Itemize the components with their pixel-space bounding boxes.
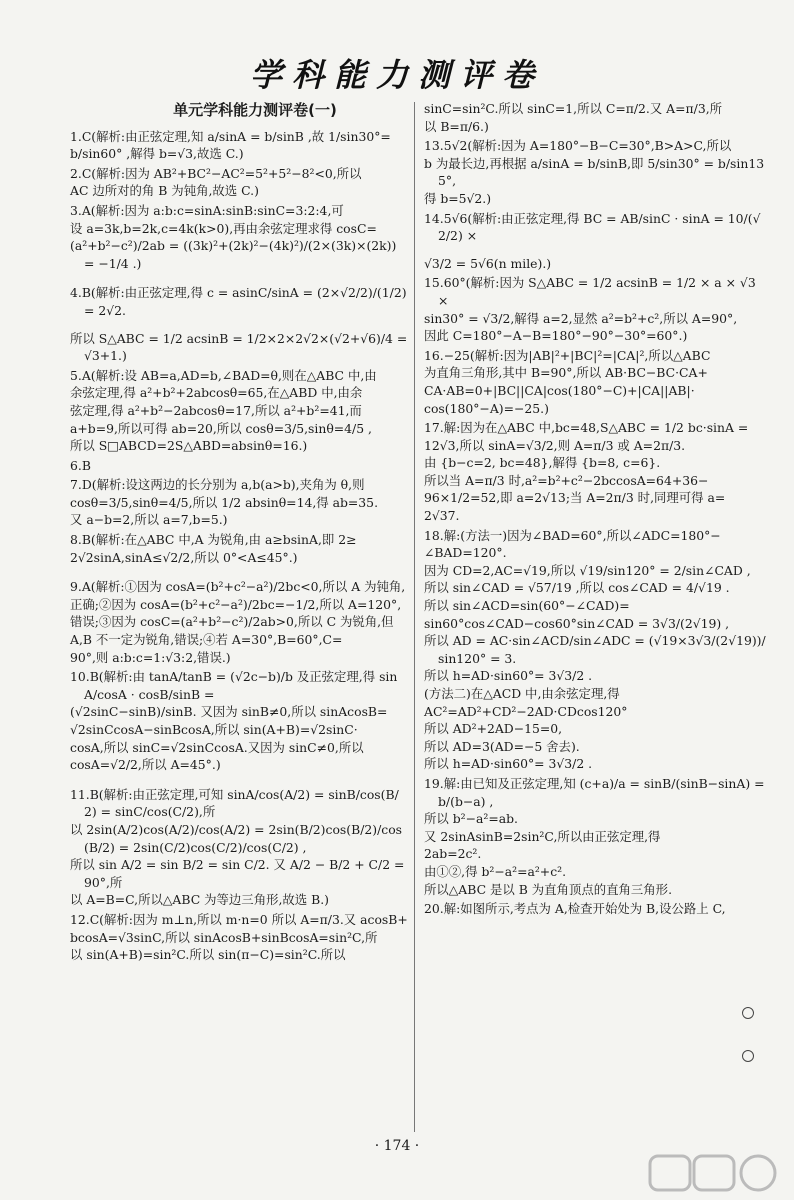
answer-line: sin30° = √3/2,解得 a=2,显然 a²=b²+c²,所以 A=90°, xyxy=(424,310,738,326)
answer-line: 由 {b−c=2, bc=48},解得 {b=8, c=6}. xyxy=(424,455,661,471)
answer-line: a+b=9,所以可得 ab=20,所以 cosθ=3/5,sinθ=4/5 , xyxy=(70,420,372,436)
answer-line: 所以△ABC 是以 B 为直角顶点的直角三角形. xyxy=(424,881,673,897)
answer-line: A,B 不一定为锐角,错误;④若 A=30°,B=60°,C= xyxy=(70,632,343,648)
answer-line: 2√37. xyxy=(424,508,460,524)
answer-line: 20.解:如图所示,考点为 A,检查开始处为 B,设公路上 C, xyxy=(424,901,726,917)
answer-item xyxy=(70,457,410,475)
circle-two-mark xyxy=(742,1050,754,1062)
answer-line: 8.B(解析:在△ABC 中,A 为锐角,由 a≥bsinA,即 2≥ xyxy=(70,532,357,548)
answer-item xyxy=(424,347,769,417)
answer-line: 为直角三角形,其中 B=90°,所以 AB·BC−BC·CA+ xyxy=(424,365,708,381)
answer-line: sin60°cos∠CAD−cos60°sin∠CAD = 3√3/(2√19) , xyxy=(424,615,730,631)
answer-line: 2√2sinA,sinA≤√2/2,所以 0°<A≤45°.) xyxy=(70,549,298,565)
answer-item xyxy=(70,128,410,163)
line-spacer xyxy=(84,274,410,284)
answer-line: sinC=sin²C.所以 sinC=1,所以 C=π/2.又 A=π/3,所 xyxy=(424,101,723,116)
answer-line: 所以 sin∠ACD=sin(60°−∠CAD)= xyxy=(424,598,630,614)
answer-line: 19.解:由已知及正弦定理,知 (c+a)/a = sinB/(sinB−sinA) = b/(b−a) , xyxy=(424,775,769,809)
answer-item xyxy=(70,367,410,455)
left-answer-list xyxy=(70,128,410,964)
answer-line: 7.D(解析:设这两边的长分别为 a,b(a>b),夹角为 θ,则 xyxy=(70,477,365,493)
answer-line: CA·AB=0+|BC||CA|cos(180°−C)+|CA||AB|· xyxy=(424,382,695,398)
answer-line: 2ab=2c². xyxy=(424,846,482,862)
answer-line: 15.60°(解析:因为 S△ABC = 1/2 acsinB = 1/2 × a × √3 × xyxy=(424,275,760,308)
answer-line: b/sin60° ,解得 b=√3,故选 C.) xyxy=(70,146,244,162)
answer-item xyxy=(70,668,410,774)
answer-line: (√2sinC−sinB)/sinB. 又因为 sinB≠0,所以 sinAcosB= xyxy=(70,704,388,720)
answer-line: 11.B(解析:由正弦定理,可知 sinA/cos(A/2) = sinB/cos(B/2) = sinC/cos(C/2),所 xyxy=(70,786,399,820)
answer-line: √3/2 = 5√6(n mile).) xyxy=(424,255,552,271)
right-column xyxy=(424,100,769,920)
answer-line: (方法二)在△ACD 中,由余弦定理,得 xyxy=(424,686,620,701)
answer-line: 所以 b²−a²=ab. xyxy=(424,811,518,827)
answer-line: 因为 CD=2,AC=√19,所以 √19/sin120° = 2/sin∠CAD , xyxy=(424,562,751,578)
answer-item xyxy=(70,274,410,364)
answer-line: 由①②,得 b²−a²=a²+c². xyxy=(424,863,567,879)
answer-line: 余弦定理,得 a²+b²+2abcosθ=65,在△ABD 中,由余 xyxy=(70,385,363,401)
answer-line: b 为最长边,再根据 a/sinA = b/sinB,即 5/sin30° = b/sin135°, xyxy=(424,155,765,189)
answer-line: 以 2sin(A/2)cos(A/2)/cos(A/2) = 2sin(B/2)cos(B/2)/cos(B/2) = 2sin(C/2)cos(C/2)/cos(C/2) , xyxy=(70,821,403,855)
answer-line: 所以 AD²+2AD−15=0, xyxy=(424,721,563,737)
answer-line: 所以 sin A/2 = sin B/2 = sin C/2. 又 A/2 − B/2 + C/2 = 90°,所 xyxy=(70,857,409,890)
answer-item xyxy=(424,100,769,135)
answer-line: 9.A(解析:①因为 cosA=(b²+c²−a²)/2bc<0,所以 A 为钝角, xyxy=(70,579,406,595)
answer-item xyxy=(424,210,769,273)
section-title: 单元学科能力测评卷(一) xyxy=(173,101,337,119)
answer-item xyxy=(70,476,410,529)
line-spacer xyxy=(84,776,410,786)
answer-item xyxy=(70,165,410,200)
answer-line: 又 2sinAsinB=2sin²C,所以由正弦定理,得 xyxy=(424,828,661,844)
answer-line: 96×1/2=52,即 a=2√13;当 A=2π/3 时,同理可得 a= xyxy=(424,490,726,506)
answer-line: bcosA=√3sinC,所以 sinAcosB+sinBcosA=sin²C,所 xyxy=(70,929,378,945)
answer-line: 又 a−b=2,所以 a=7,b=5.) xyxy=(70,512,228,528)
answer-item xyxy=(70,202,410,272)
answer-line: 所以 S△ABC = 1/2 acsinB = 1/2×2×2√2×(√2+√6)/4 = √3+1.) xyxy=(70,330,412,364)
answer-line: 16.−25(解析:因为|AB|²+|BC|²=|CA|²,所以△ABC xyxy=(424,347,711,363)
answer-line: 所以 h=AD·sin60°= 3√3/2 . xyxy=(424,668,593,684)
answer-item xyxy=(70,911,410,964)
answer-line: 12√3,所以 sinA=√3/2,则 A=π/3 或 A=2π/3. xyxy=(424,437,686,453)
answer-line: 以 B=π/6.) xyxy=(424,118,489,134)
answer-line: cos(180°−A)=−25.) xyxy=(424,400,549,416)
answer-line: 正确;②因为 cosA=(b²+c²−a²)/2bc=−1/2,所以 A=120°, xyxy=(70,596,402,612)
answer-line: 2.C(解析:因为 AB²+BC²−AC²=5²+5²−8²<0,所以 xyxy=(70,165,362,181)
answer-item xyxy=(70,776,410,909)
answer-line: 1.C(解析:由正弦定理,知 a/sinA = b/sinB ,故 1/sin30°= xyxy=(70,128,391,144)
answer-line: 设 a=3k,b=2k,c=4k(k>0),再由余弦定理求得 cosC= xyxy=(70,220,377,236)
answer-line: 所以 sin∠CAD = √57/19 ,所以 cos∠CAD = 4/√19 . xyxy=(424,580,730,596)
answer-line: 得 b=5√2.) xyxy=(424,190,492,206)
answer-item xyxy=(424,274,769,344)
answer-line: 12.C(解析:因为 m⊥n,所以 m·n=0 所以 A=π/3.又 acosB+ xyxy=(70,911,408,927)
page-title: 学科能力测评卷 xyxy=(249,56,544,94)
answer-line: 6.B xyxy=(70,457,91,473)
answer-line: ∠BAD=120°. xyxy=(424,545,507,561)
answer-item xyxy=(424,419,769,525)
line-spacer xyxy=(84,568,410,578)
line-spacer xyxy=(84,320,410,330)
answer-line: 以 A=B=C,所以△ABC 为等边三角形,故选 B.) xyxy=(70,892,330,908)
answer-line: 18.解:(方法一)因为∠BAD=60°,所以∠ADC=180°− xyxy=(424,527,721,543)
line-spacer xyxy=(438,245,769,255)
watermark-logo xyxy=(648,1152,784,1194)
answer-item xyxy=(70,531,410,566)
answer-line: 错误;③因为 cosC=(a²+b²−c²)/2ab>0,所以 C 为锐角,但 xyxy=(70,614,394,630)
answer-line: cosA,所以 sinC=√2sinCcosA.又因为 sinC≠0,所以 xyxy=(70,739,364,755)
answer-line: 所以当 A=π/3 时,a²=b²+c²−2bccosA=64+36− xyxy=(424,472,709,488)
answer-line: AC 边所对的角 B 为钝角,故选 C.) xyxy=(70,183,259,199)
answer-item xyxy=(424,900,769,918)
answer-line: cosA=√2/2,所以 A=45°.) xyxy=(70,757,221,773)
answer-item xyxy=(424,137,769,207)
answer-line: 10.B(解析:由 tanA/tanB = (√2c−b)/b 及正弦定理,得 sinA/cosA · cosB/sinB = xyxy=(70,669,398,702)
answer-line: 所以 S□ABCD=2S△ABD=absinθ=16.) xyxy=(70,438,308,454)
circle-one-mark xyxy=(742,1007,754,1019)
column-divider xyxy=(414,102,415,1132)
right-answer-list xyxy=(424,100,769,918)
answer-line: (a²+b²−c²)/2ab = ((3k)²+(2k)²−(4k)²)/(2×(3k)×(2k)) = −1/4 .) xyxy=(70,238,401,271)
answer-line: 所以 h=AD·sin60°= 3√3/2 . xyxy=(424,756,593,772)
answer-line: cosθ=3/5,sinθ=4/5,所以 1/2 absinθ=14,得 ab=35. xyxy=(70,494,379,510)
answer-line: 5.A(解析:设 AB=a,AD=b,∠BAD=θ,则在△ABC 中,由 xyxy=(70,367,377,383)
answer-line: 13.5√2(解析:因为 A=180°−B−C=30°,B>A>C,所以 xyxy=(424,138,732,154)
page-number: · 174 · xyxy=(374,1138,420,1154)
watermark-logo-icon xyxy=(648,1152,784,1194)
answer-line: 因此 C=180°−A−B=180°−90°−30°=60°.) xyxy=(424,328,688,344)
answer-line: 所以 AD=3(AD=−5 舍去). xyxy=(424,738,580,754)
answer-line: 14.5√6(解析:由正弦定理,得 BC = AB/sinC · sinA = 10/(√2/2) × xyxy=(424,210,761,244)
answer-line: 90°,则 a:b:c=1:√3:2,错误.) xyxy=(70,649,231,665)
answer-line: 以 sin(A+B)=sin²C.所以 sin(π−C)=sin²C.所以 xyxy=(70,947,346,963)
answer-line: 4.B(解析:由正弦定理,得 c = asinC/sinA = (2×√2/2)/(1/2) = 2√2. xyxy=(70,285,411,318)
answer-line: 所以 AD = AC·sin∠ACD/sin∠ADC = (√19×3√3/(2√19))/sin120° = 3. xyxy=(424,633,766,666)
answer-item xyxy=(424,527,769,773)
left-column xyxy=(70,100,410,966)
answer-item xyxy=(70,568,410,666)
answer-line: 弦定理,得 a²+b²−2abcosθ=17,所以 a²+b²=41,而 xyxy=(70,402,362,418)
answer-line: 17.解:因为在△ABC 中,bc=48,S△ABC = 1/2 bc·sinA = xyxy=(424,420,749,436)
answer-line: AC²=AD²+CD²−2AD·CDcos120° xyxy=(424,703,628,719)
answer-line: √2sinCcosA−sinBcosA,所以 sin(A+B)=√2sinC· xyxy=(70,722,358,737)
answer-line: 3.A(解析:因为 a:b:c=sinA:sinB:sinC=3:2:4,可 xyxy=(70,202,344,218)
answer-item xyxy=(424,775,769,898)
